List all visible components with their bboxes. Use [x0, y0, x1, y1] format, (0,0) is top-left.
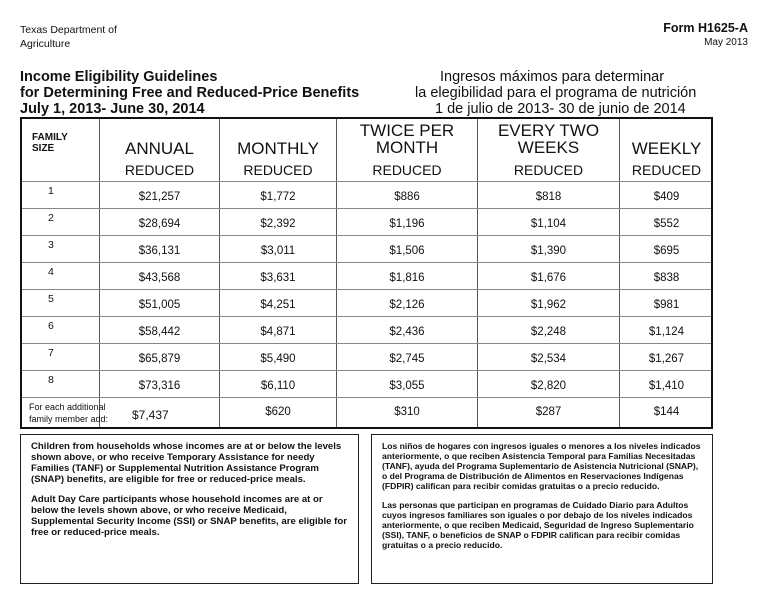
monthly-cell: $1,772 [260, 191, 296, 203]
twice-monthly-cell: $1,196 [389, 218, 425, 230]
twice-monthly-cell: $1,816 [389, 272, 425, 284]
biweekly-cell: $1,962 [530, 299, 567, 311]
monthly-cell: $2,392 [260, 218, 296, 230]
subheader-reduced: REDUCED [372, 162, 442, 178]
row-divider [22, 208, 711, 209]
annual-cell: $21,257 [138, 191, 181, 203]
annual-cell: $28,694 [138, 218, 181, 230]
form-date: May 2013 [704, 37, 748, 48]
additional-weekly-cell: $144 [653, 406, 680, 418]
header-annual: ANNUAL [125, 139, 194, 158]
agency-line-1: Texas Department of [20, 24, 117, 36]
monthly-cell: $3,631 [260, 272, 296, 284]
title-es-line-2: la elegibilidad para el programa de nutrición [415, 85, 697, 101]
biweekly-cell: $1,104 [530, 218, 567, 230]
family-size-cell: 4 [48, 266, 54, 278]
monthly-cell: $3,011 [260, 245, 296, 257]
family-size-cell: 7 [48, 347, 54, 359]
annual-cell: $51,005 [138, 299, 181, 311]
monthly-cell: $4,871 [260, 326, 296, 338]
weekly-cell: $981 [653, 299, 680, 311]
row-divider [22, 181, 711, 182]
subheader-reduced: REDUCED [513, 162, 584, 178]
title-es-line-1: Ingresos máximos para determinar [440, 69, 665, 85]
additional-label-line-1: For each additional [29, 402, 106, 412]
row-divider [22, 397, 711, 398]
family-size-label: FAMILY SIZE [32, 132, 68, 154]
header-every-two-weeks [478, 122, 619, 156]
weekly-cell: $1,124 [648, 326, 685, 338]
row-divider [22, 235, 711, 236]
annual-cell: $65,879 [138, 353, 181, 365]
annual-cell: $43,568 [138, 272, 181, 284]
twice-monthly-cell: $886 [394, 191, 420, 203]
title-es-line-3: 1 de julio de 2013- 30 de junio de 2014 [435, 101, 686, 117]
biweekly-cell: $2,248 [530, 326, 567, 338]
monthly-cell: $6,110 [260, 380, 296, 392]
weekly-cell: $838 [653, 272, 680, 284]
biweekly-cell: $1,676 [530, 272, 567, 284]
weekly-cell: $1,267 [648, 353, 685, 365]
annual-cell: $73,316 [138, 380, 181, 392]
subheader-reduced: REDUCED [243, 162, 313, 178]
annual-cell: $36,131 [138, 245, 181, 257]
note-es-paragraph-1: Los niños de hogares con ingresos iguales o menores a los niveles indicados anteriormente, o que reciben Asistencia Temporal para Familias Necesitadas (TANF), ayuda del Programa Suplementario de Asistencia Nutricional (SNAP), o del Programa de Distribución de Alimentos en Reservaciones Indígenas (FDPIR) califican para recibir comidas gratuitas o a precio reducido. [382, 441, 701, 491]
subheader-reduced: REDUCED [124, 162, 195, 178]
agency-name [20, 23, 117, 51]
form-number [663, 21, 748, 50]
weekly-cell: $695 [653, 245, 680, 257]
eligibility-note-english [20, 434, 359, 584]
twice-monthly-cell: $2,745 [389, 353, 425, 365]
income-table [20, 117, 713, 429]
additional-label-line-2: family member add: [29, 414, 109, 424]
row-divider [22, 262, 711, 263]
row-divider [22, 343, 711, 344]
monthly-cell: $5,490 [260, 353, 296, 365]
additional-monthly-cell: $620 [265, 406, 291, 418]
eligibility-note-spanish [371, 434, 713, 584]
twice-monthly-cell: $1,506 [389, 245, 425, 257]
monthly-cell: $4,251 [260, 299, 296, 311]
family-size-cell: 6 [48, 320, 54, 332]
row-divider [22, 370, 711, 371]
header-every-two-weeks-text: EVERY TWO WEEKS [497, 121, 600, 157]
header-monthly: MONTHLY [237, 139, 319, 158]
twice-monthly-cell: $2,436 [389, 326, 425, 338]
header-twice-per-month [337, 122, 477, 156]
family-size-cell: 1 [48, 185, 54, 197]
form-id: Form H1625-A [663, 21, 748, 35]
note-en-paragraph-1: Children from households whose incomes are at or below the levels shown above, or who receive Temporary Assistance for needy Families (TANF) or Supplemental Nutrition Assistance Program (SNAP) benefits, are eligible for free or reduced-price meals. [31, 441, 342, 485]
additional-biweekly-cell: $287 [535, 406, 562, 418]
weekly-cell: $409 [653, 191, 680, 203]
additional-annual-cell: $7,437 [132, 408, 169, 422]
row-divider [22, 316, 711, 317]
title-en-line-1: Income Eligibility Guidelines [20, 69, 218, 85]
weekly-cell: $552 [653, 218, 680, 230]
title-en-line-2: for Determining Free and Reduced-Price Benefits [20, 85, 360, 101]
twice-monthly-cell: $2,126 [389, 299, 425, 311]
family-size-cell: 5 [48, 293, 54, 305]
family-size-cell: 2 [48, 212, 54, 224]
note-es-paragraph-2: Las personas que participan en programas de Cuidado Diario para Adultos cuyos ingresos familiares son iguales o por debajo de los niveles indicados anteriormente, o que reciben Medicaid, Seguridad de Ingreso Suplementario (SSI), TANF, o beneficios de SNAP o FDPIR califican para recibir comidas gratuitas o a precio reducido. [382, 500, 694, 550]
biweekly-cell: $818 [535, 191, 562, 203]
note-en-paragraph-2: Adult Day Care participants whose household incomes are at or below the levels shown above, or who receive Medicaid, Supplemental Security Income (SSI) or SNAP benefits, are eligible for free or reduced-price meals. [31, 494, 347, 538]
family-size-header [32, 132, 72, 154]
title-spanish [415, 69, 696, 117]
row-divider [22, 289, 711, 290]
agency-line-2: Agriculture [20, 38, 71, 50]
weekly-cell: $1,410 [648, 380, 685, 392]
annual-cell: $58,442 [138, 326, 181, 338]
additional-member-label [29, 401, 108, 425]
biweekly-cell: $2,534 [530, 353, 567, 365]
family-size-cell: 8 [48, 374, 54, 386]
additional-twice-monthly-cell: $310 [394, 406, 420, 418]
header-weekly: WEEKLY [631, 139, 702, 158]
family-size-cell: 3 [48, 239, 54, 251]
biweekly-cell: $1,390 [530, 245, 567, 257]
header-twice-per-month-text: TWICE PER MONTH [359, 121, 455, 157]
title-english [20, 69, 359, 117]
biweekly-cell: $2,820 [530, 380, 567, 392]
subheader-reduced: REDUCED [631, 162, 702, 178]
title-en-line-3: July 1, 2013- June 30, 2014 [20, 101, 205, 117]
twice-monthly-cell: $3,055 [389, 380, 425, 392]
